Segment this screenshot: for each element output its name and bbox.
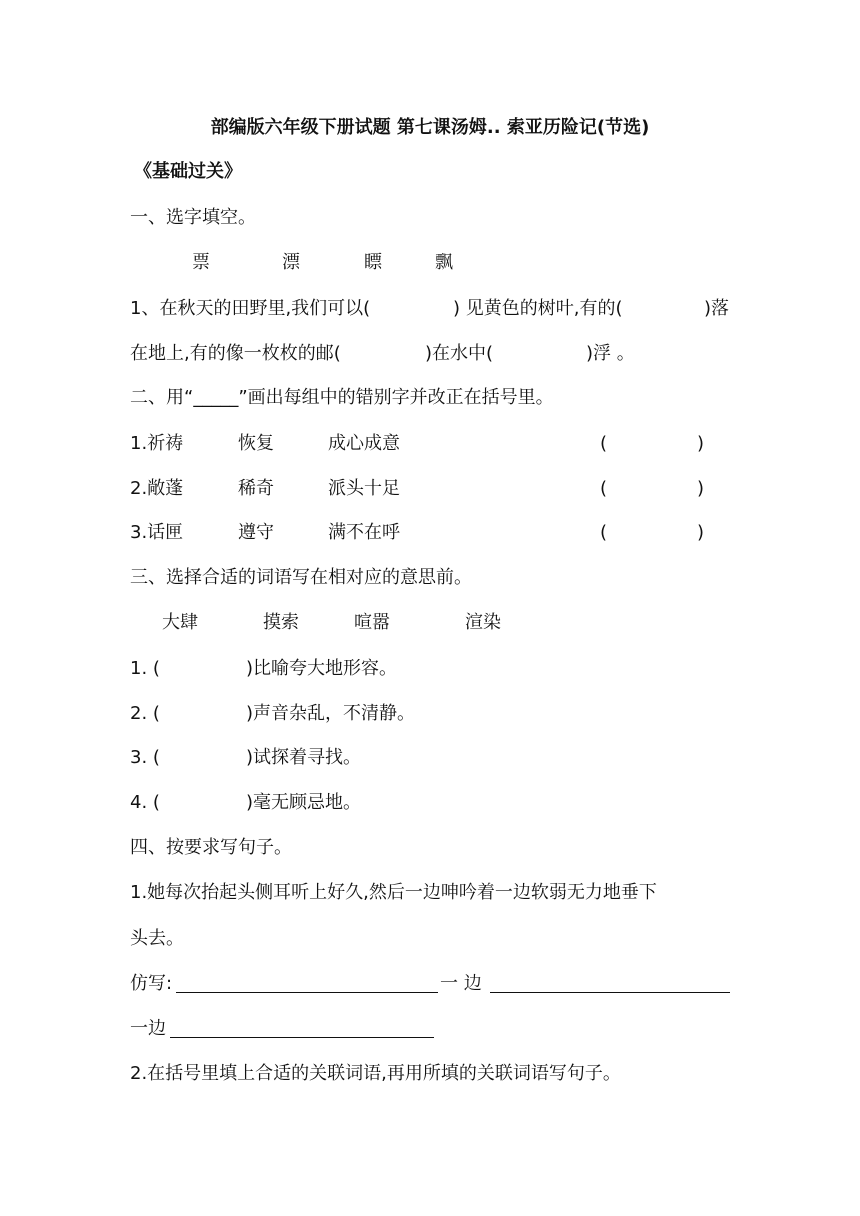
q2-heading-start: 二、用“ <box>130 387 194 408</box>
q1-line2-part-a: 在地上,有的像一枚枚的邮( <box>130 343 341 364</box>
q3-item-1-num: 1. ( <box>130 658 160 679</box>
page-title: 部编版六年级下册试题 第七课汤姆.. 索亚历险记(节选) <box>210 117 650 138</box>
q2-row-3-word-2: 遵守 <box>238 522 274 543</box>
q1-choice-4: 飘 <box>435 252 453 273</box>
q2-row-2-open-paren: ( <box>600 478 608 499</box>
q3-word-4: 渲染 <box>465 612 501 633</box>
q4-imitate-blank-1[interactable] <box>176 974 438 993</box>
q3-item-3-text: )试探着寻找。 <box>246 747 362 768</box>
q3-item-4-text: )毫无顾忌地。 <box>246 792 362 813</box>
q2-row-3-open-paren: ( <box>600 522 608 543</box>
q3-item-4-num: 4. ( <box>130 792 160 813</box>
q2-row-1-open-paren: ( <box>600 433 608 454</box>
q1-line1-part-a: 1、在秋天的田野里,我们可以( <box>130 298 371 319</box>
q3-item-2-text: )声音杂乱，不清静。 <box>246 703 416 724</box>
q4-imitate-label: 仿写: <box>130 973 173 994</box>
q4-imitate-blank-2[interactable] <box>490 974 730 993</box>
q4-sentence-2: 2.在括号里填上合适的关联词语,再用所填的关联词语写句子。 <box>130 1063 621 1084</box>
q1-choice-3: 瞟 <box>364 252 382 273</box>
q2-row-3-word-3: 满不在呼 <box>328 522 400 543</box>
q3-word-2: 摸索 <box>263 612 299 633</box>
q4-sentence-1-line-2: 头去。 <box>130 928 184 949</box>
q3-word-3: 喧嚣 <box>354 612 390 633</box>
q3-word-1: 大肆 <box>162 612 198 633</box>
q4-heading: 四、按要求写句子。 <box>130 837 292 858</box>
q2-row-3-word-1: 3.话匣 <box>130 522 184 543</box>
q4-imitate-blank-3[interactable] <box>170 1019 434 1038</box>
q2-row-1-word-3: 成心成意 <box>328 433 400 454</box>
q2-heading-underline-sample: _____ <box>193 387 239 408</box>
q3-item-1-text: )比喻夸大地形容。 <box>246 658 398 679</box>
q1-choice-1: 票 <box>192 252 210 273</box>
q4-end-label: 一边 <box>130 1018 166 1039</box>
q1-line2-part-c: )浮 。 <box>586 343 635 364</box>
q2-row-1-close-paren: ) <box>697 433 705 454</box>
q3-item-3-num: 3. ( <box>130 747 160 768</box>
q1-line1-part-b: ) 见黄色的树叶,有的( <box>453 298 623 319</box>
q2-row-1-word-1: 1.祈祷 <box>130 433 184 454</box>
q2-row-2-word-2: 稀奇 <box>238 478 274 499</box>
q2-heading <box>130 386 554 410</box>
q2-row-2-word-1: 2.敞蓬 <box>130 478 184 499</box>
q1-choice-2: 漂 <box>282 252 300 273</box>
q2-row-2-close-paren: ) <box>697 478 705 499</box>
q2-heading-end: ”画出每组中的错别字并改正在括号里。 <box>238 387 554 408</box>
section-label: 《基础过关》 <box>134 161 242 182</box>
q2-row-1-word-2: 恢复 <box>238 433 274 454</box>
q4-sentence-1-line-1: 1.她每次抬起头侧耳听上好久,然后一边呻吟着一边软弱无力地垂下 <box>130 882 657 903</box>
q3-heading: 三、选择合适的词语写在相对应的意思前。 <box>130 567 472 588</box>
q1-line2-part-b: )在水中( <box>425 343 494 364</box>
q1-heading: 一、选字填空。 <box>130 207 256 228</box>
q2-row-2-word-3: 派头十足 <box>328 478 400 499</box>
q3-item-2-num: 2. ( <box>130 703 160 724</box>
q4-mid-label: 一 边 <box>440 973 482 994</box>
q2-row-3-close-paren: ) <box>697 522 705 543</box>
q1-line1-part-c: )落 <box>704 298 730 319</box>
